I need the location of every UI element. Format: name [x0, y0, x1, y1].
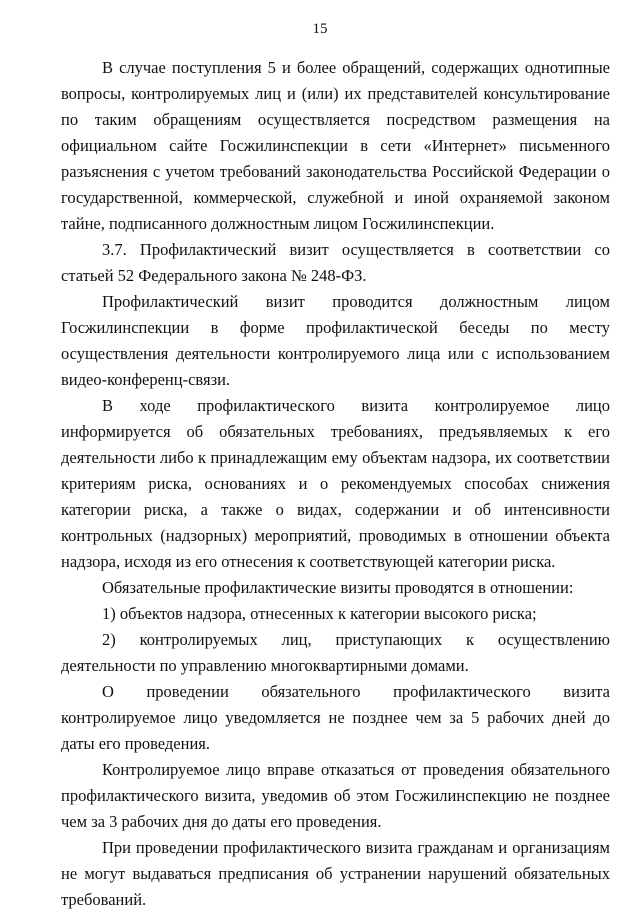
paragraph-list-item-2: 2) контролируемых лиц, приступающих к осуществлению деятельности по управлению многоквартирными домами. [61, 630, 610, 675]
paragraph-mandatory-visits-intro: Обязательные профилактические визиты проводятся в отношении: [102, 578, 574, 597]
paragraph-section-3-7: 3.7. Профилактический визит осуществляется в соответствии со статьей 52 Федерального закона № 248-ФЗ. [61, 240, 610, 285]
document-body [61, 55, 610, 913]
paragraph-notification: О проведении обязательного профилактического визита контролируемое лицо уведомляется не позднее чем за 5 рабочих дней до даты его проведения. [61, 682, 610, 753]
paragraph-visit-information: В ходе профилактического визита контролируемое лицо информируется об обязательных требованиях, предъявляемых к его деятельности либо к принадлежащим ему объектам надзора, их соответствии критериям риска, основаниях и о рекомендуемых способах снижения категории риска, а также о видах, содержании и об интенсивности контрольных (надзорных) мероприятий, проводимых в отношении объекта надзора, исходя из его отнесения к соответствующей категории риска. [61, 396, 610, 571]
paragraph-visit-form: Профилактический визит проводится должностным лицом Госжилинспекции в форме профилактической беседы по месту осуществления деятельности контролируемого лица или с использованием видео-конференц-связи. [61, 292, 610, 389]
page-number: 15 [312, 21, 328, 37]
paragraph-consultation-multiple-requests: В случае поступления 5 и более обращений, содержащих однотипные вопросы, контролируемых лиц и (или) их представителей консультирование по таким обращениям осуществляется посредством размещения на официальном сайте Госжилинспекции в сети «Интернет» письменного разъяснения с учетом требований законодательства Российской Федерации о государственной, коммерческой, служебной и иной охраняемой законом тайне, подписанного должностным лицом Госжилинспекции. [61, 58, 610, 233]
paragraph-list-item-1: 1) объектов надзора, отнесенных к категории высокого риска; [102, 604, 537, 623]
paragraph-no-orders: При проведении профилактического визита гражданам и организациям не могут выдаваться предписания об устранении нарушений обязательных требований. [61, 838, 610, 909]
paragraph-refusal: Контролируемое лицо вправе отказаться от проведения обязательного профилактического визита, уведомив об этом Госжилинспекцию не позднее чем за 3 рабочих дня до даты его проведения. [61, 760, 610, 831]
